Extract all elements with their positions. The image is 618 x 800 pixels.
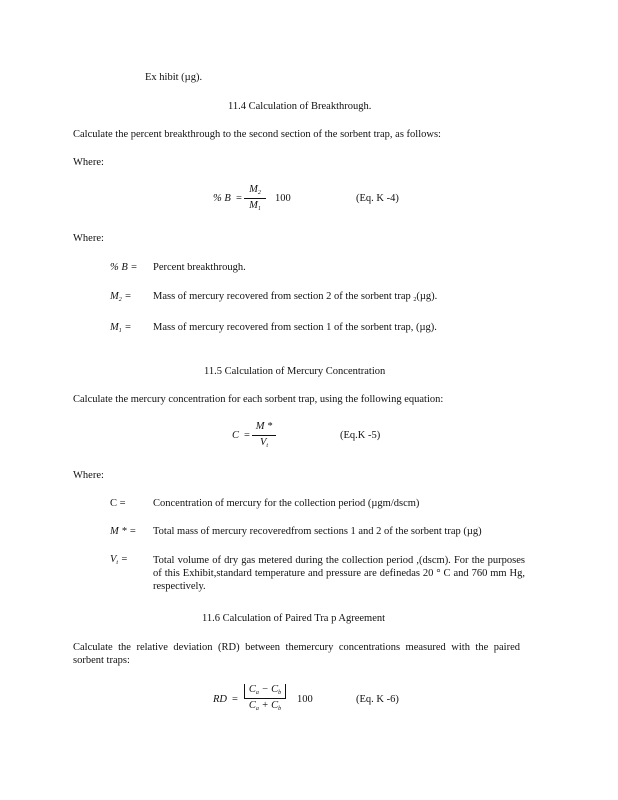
eq-k5-fraction: [252, 421, 276, 450]
eq-k4-fraction: [244, 184, 266, 213]
def-k4-sym-0: % B =: [110, 262, 138, 273]
eq-k6-lhs: RD: [213, 694, 227, 705]
def-k5-desc-1: Total mass of mercury recoveredfrom sections 1 and 2 of the sorbent trap (µg): [153, 526, 482, 537]
eq-k6-multiplier: 100: [297, 694, 313, 705]
eq-k4-lhs: % B: [213, 193, 231, 204]
eq-k6-equals: =: [232, 694, 238, 705]
eq-k4-denominator: $M_1$: [249, 200, 261, 213]
def-k4-desc-2: Mass of mercury recovered from section 1 of the sorbent trap, (µg).: [153, 322, 437, 333]
def-k5-sym-1: M * =: [110, 526, 137, 537]
eq-k5-label: (Eq.K -5): [340, 430, 381, 441]
paragraph-relative-deviation: Calculate the relative deviation (RD) between themercury concentrations measured with the paired sorbent traps:: [73, 642, 520, 666]
eq-k6-numerator: $C_a - C_b$: [244, 684, 286, 699]
eq-k5-numerator: M *: [252, 421, 276, 436]
eq-k4-numerator: $M_2$: [244, 184, 266, 199]
def-k4-sym-2: $M_1$ =: [110, 322, 132, 334]
eq-k4-label: (Eq. K -4): [356, 193, 399, 204]
def-k4-desc-1: Mass of mercury recovered from section 2 of the sorbent trap $_2$(µg).: [153, 291, 438, 303]
paragraph-breakthrough: Calculate the percent breakthrough to the second section of the sorbent trap, as follows:: [73, 129, 441, 140]
def-k5-desc-2: Total volume of dry gas metered during the collection period ,(dscm). For the purposes of this Exhibit,standard temperature and pressure are definedas 20 ° C and 760 mm Hg, respectively.: [153, 555, 525, 592]
eq-k6-fraction: [240, 684, 290, 713]
eq-k4-multiplier: 100: [275, 193, 291, 204]
def-k4-desc-0: Percent breakthrough.: [153, 262, 246, 273]
eq-k5-lhs: C: [232, 430, 240, 441]
where-label-3: Where:: [73, 470, 104, 481]
eq-k5-equals: =: [244, 430, 250, 441]
where-label-2: Where:: [73, 233, 104, 244]
paragraph-concentration: Calculate the mercury concentration for each sorbent trap, using the following equation:: [73, 394, 444, 405]
def-k5-sym-0: C =: [110, 498, 126, 509]
def-k5-desc-0: Concentration of mercury for the collection period (µgm/dscm): [153, 498, 420, 509]
section-heading-11-5: 11.5 Calculation of Mercury Concentration: [204, 366, 386, 377]
def-k4-sym-1: $M_2$ =: [110, 291, 132, 303]
section-heading-11-6: 11.6 Calculation of Paired Tra p Agreement: [202, 613, 386, 624]
section-heading-11-4: 11.4 Calculation of Breakthrough.: [228, 101, 372, 112]
eq-k5-denominator: $V_t$: [259, 436, 269, 449]
eq-k6-denominator: $C_a + C_b$: [248, 700, 282, 713]
where-label-1: Where:: [73, 157, 104, 168]
exhibit-unit-text: Ex hibit (µg).: [145, 72, 203, 83]
eq-k6-label: (Eq. K -6): [356, 694, 399, 705]
def-k5-sym-2: $V_t$ =: [110, 554, 128, 566]
eq-k4-equals: =: [236, 193, 242, 204]
